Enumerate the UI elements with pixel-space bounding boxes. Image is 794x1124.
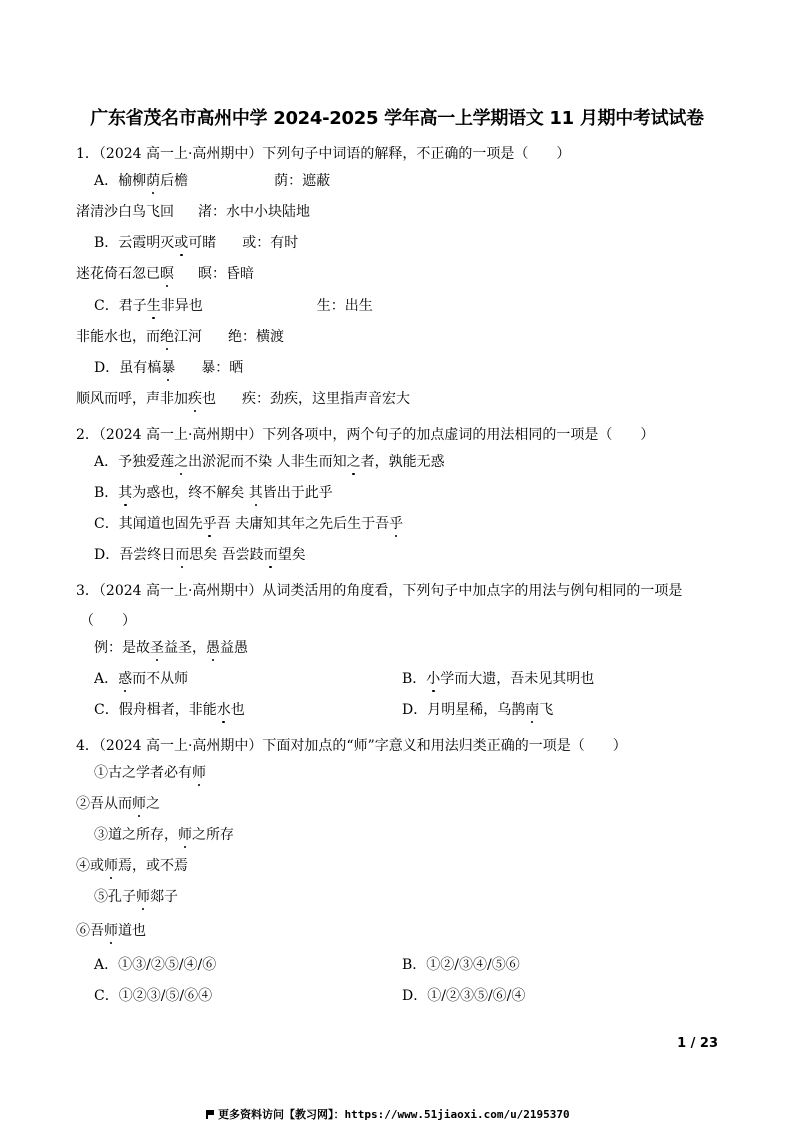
q2-option-c: C．其闻道也固先乎吾 夫庸知其年之先后生于吾乎: [94, 516, 404, 532]
q3-option-a: A．惑而不从师: [94, 671, 189, 687]
q1-option-d-line1: D．虽有槁暴 暴：晒: [94, 360, 244, 376]
page-number: 1 / 23: [677, 1036, 718, 1051]
q1-option-d-line2: 顺风而呼，声非加疾也 疾：劲疾，这里指声音宏大: [76, 391, 410, 407]
q1-option-b-line1: B．云霞明灭或可睹 或：有时: [94, 235, 299, 251]
q3-option-b: B．小学而大遗，吾未见其明也: [402, 671, 595, 687]
q3-example: 例：是故圣益圣，愚益愚: [94, 640, 248, 656]
footer-link[interactable]: [206, 1106, 570, 1122]
q1-option-c-line2: 非能水也，而绝江河 绝：横渡: [76, 329, 284, 345]
q4-item-1: ①古之学者必有师: [94, 765, 206, 781]
q4-item-2: ②吾从而师之: [76, 796, 160, 812]
flag-icon: [206, 1110, 214, 1119]
q3-option-c: C．假舟楫者，非能水也: [94, 702, 245, 718]
question-3-stem: 3．（2024 高一上·高州期中）从词类活用的角度看，下列句子中加点字的用法与例句相同的一项是: [76, 583, 683, 599]
q1-option-a-line1: A．榆柳荫后檐 荫：遮蔽: [94, 173, 331, 189]
question-2-stem: 2．（2024 高一上·高州期中）下列各项中，两个句子的加点虚词的用法相同的一项是（ ）: [76, 427, 655, 443]
q2-option-a: A．予独爱莲之出淤泥而不染 人非生而知之者，孰能无惑: [94, 454, 445, 470]
q1-option-c-line1: C．君子生非异也 生：出生: [94, 298, 373, 314]
q4-item-6: ⑥吾师道也: [76, 923, 146, 939]
q2-option-b: B．其为惑也，终不解矣 其皆出于此乎: [94, 485, 333, 501]
q4-option-b: B．①②/③④/⑤⑥: [402, 957, 520, 973]
q2-option-d: D．吾尝终日而思矣 吾尝跂而望矣: [94, 547, 306, 563]
q4-option-c: C．①②③/⑤/⑥④: [94, 988, 213, 1004]
question-4-stem: 4．（2024 高一上·高州期中）下面对加点的“师”字意义和用法归类正确的一项是（ ）: [76, 738, 627, 754]
q4-option-d: D．①/②③⑤/⑥/④: [402, 988, 526, 1004]
footer-text: 更多资料访问【教习网】：https://www.51jiaoxi.com/u/2195370: [218, 1108, 570, 1121]
page-title: 广东省茂名市高州中学 2024-2025 学年高一上学期语文 11 月期中考试试卷: [90, 108, 704, 129]
q4-item-5: ⑤孔子师郯子: [94, 889, 178, 905]
q1-option-b-line2: 迷花倚石忽已暝 暝：昏暗: [76, 266, 254, 282]
question-3-paren: （ ）: [80, 613, 136, 629]
q4-item-3: ③道之所存，师之所存: [94, 827, 234, 843]
q4-item-4: ④或师焉，或不焉: [76, 858, 188, 874]
q3-option-d: D．月明星稀，乌鹊南飞: [402, 702, 554, 718]
question-1-stem: 1．（2024 高一上·高州期中）下列句子中词语的解释，不正确的一项是（ ）: [76, 146, 571, 162]
q1-option-a-line2: 渚清沙白鸟飞回 渚：水中小块陆地: [76, 204, 310, 220]
q4-option-a: A．①③/②⑤/④/⑥: [94, 957, 217, 973]
